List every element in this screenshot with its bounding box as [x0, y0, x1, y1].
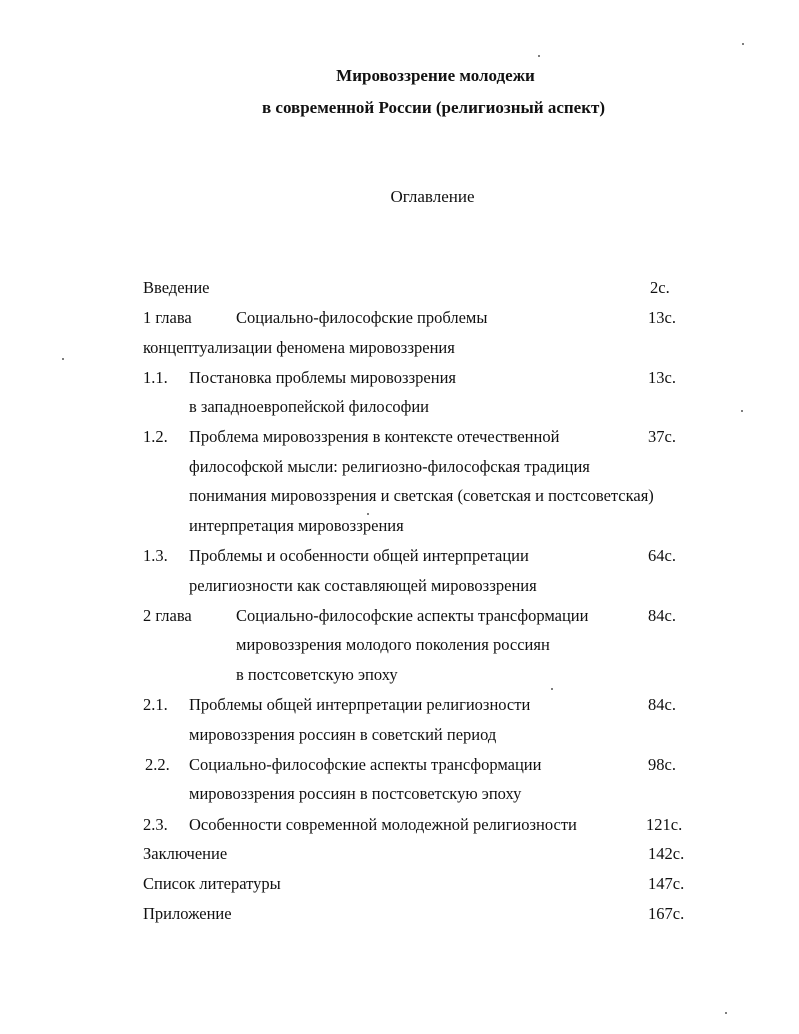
toc-entry-title-continuation: религиозности как составляющей мировоззрения: [189, 576, 537, 595]
scan-speck: [551, 688, 553, 690]
contents-heading: Оглавление: [390, 187, 475, 206]
toc-entry-title: Постановка проблемы мировоззрения: [189, 368, 457, 387]
toc-entry-title: Приложение: [143, 904, 232, 923]
toc-entry-title: Проблемы и особенности общей интерпретации: [189, 546, 529, 565]
toc-entry-title-continuation: философской мысли: религиозно-философская традиция: [189, 457, 590, 476]
toc-entry-page: 13с.: [648, 308, 676, 327]
toc-entry-page: 121с.: [646, 815, 683, 834]
toc-entry-title: Список литературы: [143, 874, 281, 893]
toc-entry-number: 1 глава: [143, 308, 192, 327]
toc-entry-number: 2 глава: [143, 606, 192, 625]
toc-entry-number: 1.1.: [143, 368, 168, 387]
scan-speck: [742, 43, 744, 45]
toc-entry-page: 147с.: [648, 874, 685, 893]
toc-entry-title-continuation: концептуализации феномена мировоззрения: [143, 338, 455, 357]
toc-entry-title: Социально-философские аспекты трансформации: [189, 755, 542, 774]
toc-entry-title-continuation: в западноевропейской философии: [189, 397, 430, 416]
toc-entry-title-continuation: мировоззрения россиян в советский период: [189, 725, 497, 744]
toc-entry-page: 142с.: [648, 844, 685, 863]
toc-entry-page: 37с.: [648, 427, 676, 446]
toc-entry-title-continuation: мировоззрения молодого поколения россиян: [236, 635, 550, 654]
toc-entry-title: Социально-философские проблемы: [236, 308, 488, 327]
toc-entry-page: 98с.: [648, 755, 676, 774]
scan-speck: [62, 358, 64, 360]
scan-speck: [725, 1012, 727, 1014]
toc-entry-page: 64с.: [648, 546, 676, 565]
document-title-line-1: Мировоззрение молодежи: [336, 66, 535, 85]
toc-entry-title: Социально-философские аспекты трансформации: [236, 606, 589, 625]
toc-entry-number: 2.2.: [145, 755, 170, 774]
toc-entry-number: 1.2.: [143, 427, 168, 446]
scan-speck: [538, 55, 540, 57]
scan-speck: [367, 513, 369, 515]
toc-entry-title-continuation: мировоззрения россиян в постсоветскую эпоху: [189, 784, 522, 803]
toc-entry-page: 2с.: [650, 278, 670, 297]
toc-entry-page: 84с.: [648, 695, 676, 714]
toc-entry-page: 84с.: [648, 606, 676, 625]
toc-entry-page: 13с.: [648, 368, 676, 387]
document-title-line-2: в современной России (религиозный аспект): [261, 98, 606, 117]
toc-entry-number: 2.3.: [143, 815, 168, 834]
toc-entry-page: 167с.: [648, 904, 685, 923]
toc-entry-title: Проблема мировоззрения в контексте отечественной: [189, 427, 560, 446]
toc-entry-title-continuation: в постсоветскую эпоху: [236, 665, 398, 684]
toc-entry-title: Заключение: [143, 844, 228, 863]
toc-entry-title: Введение: [143, 278, 210, 297]
toc-entry-title: Проблемы общей интерпретации религиозности: [189, 695, 531, 714]
toc-entry-title-continuation: интерпретация мировоззрения: [189, 516, 404, 535]
toc-entry-title: Особенности современной молодежной религиозности: [189, 815, 577, 834]
toc-entry-title-continuation: понимания мировоззрения и светская (советская и постсоветская): [189, 486, 654, 505]
scan-speck: [741, 410, 743, 412]
toc-entry-number: 1.3.: [143, 546, 168, 565]
toc-entry-number: 2.1.: [143, 695, 168, 714]
